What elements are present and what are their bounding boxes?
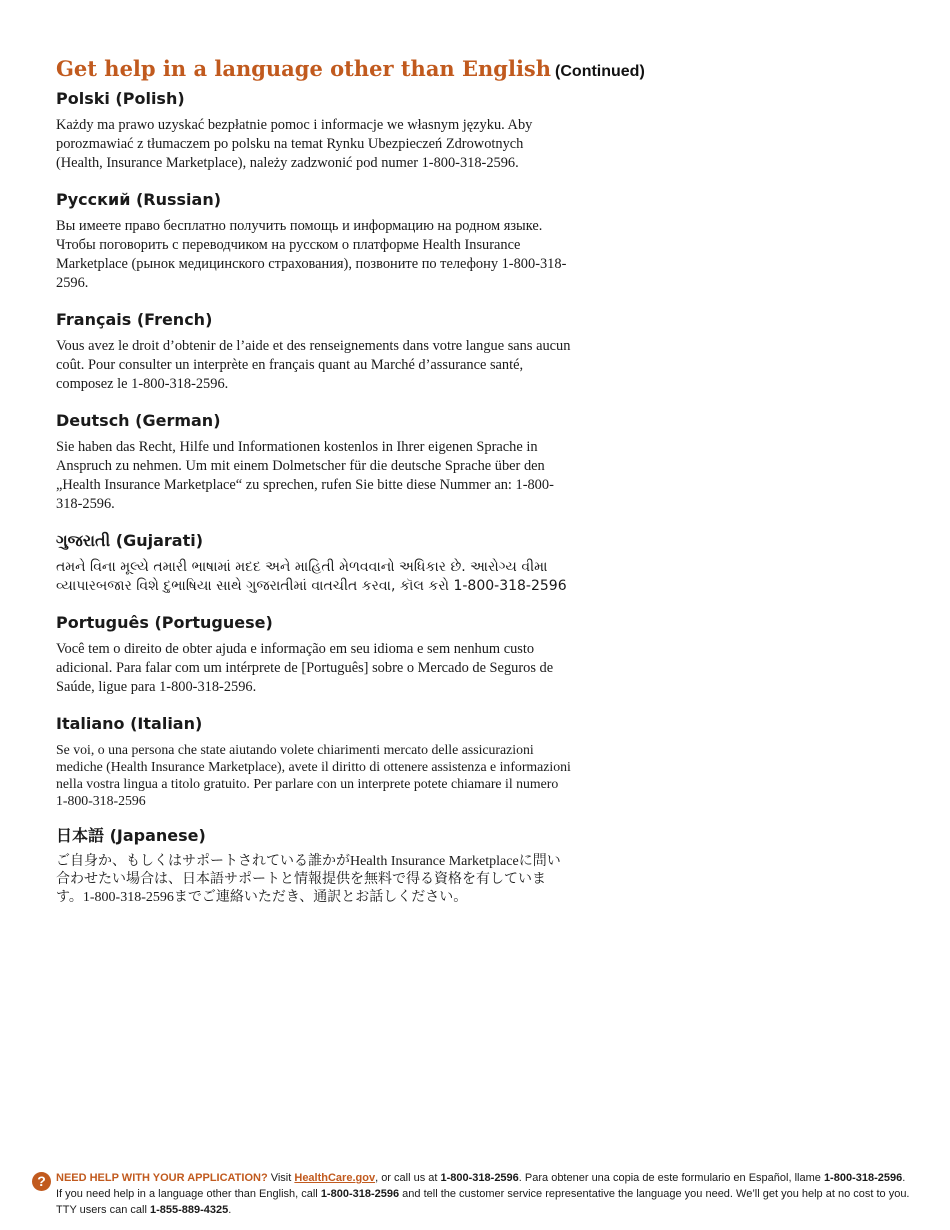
section-heading: 日本語 (Japanese) — [56, 826, 206, 845]
section-gujarati — [56, 530, 571, 596]
section-body: ご自身か、もしくはサポートされている誰かがHealth Insurance Marketplaceに問い合わせたい場合は、日本語サポートと情報提供を無料で得る資格を有しています。1-800-318-2596までご連絡いただき、通訳とお話しください。 — [56, 854, 561, 905]
section-body: તમને વિના મૂલ્યે તમારી ભાષામાં મદદ અને માહિતી મેળવવાનો અધિકાર છે. આરોગ્ય વીમા વ્યાપારબજાર વિશે દુભાષિયા સાથે ગુજરાતીમાં વાતચીત કરવા, કૉલ કરો 1-800-318-2596 — [56, 559, 567, 594]
page-header — [56, 56, 645, 81]
help-question-icon: ? — [32, 1172, 51, 1191]
section-heading: Italiano (Italian) — [56, 714, 203, 733]
page-title: Get help in a language other than English — [56, 56, 552, 81]
section-heading: Português (Portuguese) — [56, 613, 273, 632]
healthcare-gov-link[interactable]: HealthCare.gov — [294, 1172, 376, 1184]
section-german — [56, 410, 571, 514]
footer-phone: 1-800-318-2596 — [823, 1172, 903, 1184]
section-japanese — [56, 825, 571, 907]
section-russian — [56, 189, 571, 293]
footer-text-part: . — [228, 1204, 232, 1216]
section-body: Każdy ma prawo uzyskać bezpłatnie pomoc i informacje we własnym języku. Aby porozmawiać z tłumaczem po polsku na temat Rynku Ubezpieczeń Zdrowotnych (Health, Insurance Marketplace), należy zadzwonić pod numer 1-800-318-2596. — [56, 117, 533, 171]
section-italian — [56, 713, 571, 809]
section-body: Vous avez le droit d’obtenir de l’aide et des renseignements dans votre langue sans aucun coût. Pour consulter un interprète en français quant au Marché d’assurance santé, composez le 1-800-318-2596. — [56, 338, 571, 392]
section-heading: Français (French) — [56, 310, 213, 329]
footer-text-part: and tell the customer service representative the language you need. We’ll get you help at no cost to you. TTY users can call — [56, 1188, 910, 1216]
footer-text-part: Visit — [267, 1172, 295, 1184]
section-body: Se voi, o una persona che state aiutando volete chiarimenti mercato delle assicurazioni mediche (Health Insurance Marketplace), avete il diritto di ottenere assistenza e informazioni nella vostra lingua a titolo gratuito. Per parlare con un interprete potete chiamare il numero 1-800-318-2596 — [56, 742, 571, 808]
page-title-suffix: (Continued) — [555, 63, 645, 80]
section-heading: Polski (Polish) — [56, 89, 185, 108]
footer-tty-phone: 1-855-889-4325 — [149, 1204, 229, 1216]
section-body: Você tem o direito de obter ajuda e informação em seu idioma e sem nenhum custo adicional. Para falar com um intérprete de [Português] sobre o Mercado de Seguros de Saúde, ligue para 1-800-318-2596. — [56, 641, 554, 695]
section-portuguese — [56, 612, 571, 697]
footer-text-part: , or call us at — [375, 1172, 441, 1184]
footer-text — [56, 1170, 912, 1218]
language-sections — [56, 88, 571, 923]
footer-lead: NEED HELP WITH YOUR APPLICATION? — [56, 1172, 268, 1184]
help-footer — [32, 1170, 912, 1218]
footer-phone: 1-800-318-2596 — [440, 1172, 519, 1184]
section-heading: ગુજરાતી (Gujarati) — [56, 531, 204, 550]
section-polish — [56, 88, 571, 173]
section-french — [56, 309, 571, 394]
footer-text-part: . Para obtener una copia de este formulario en Español, llame — [518, 1172, 824, 1184]
section-body: Вы имеете право бесплатно получить помощь и информацию на родном языке. Чтобы поговорить с переводчиком на русском о платформе Health Insurance Marketplace (рынок медицинского страхования), позвоните по телефону 1-800-318-2596. — [56, 218, 567, 291]
footer-text-part: . If you need help in a language other than English, call — [56, 1172, 906, 1200]
section-heading: Deutsch (German) — [56, 411, 221, 430]
footer-phone: 1-800-318-2596 — [320, 1188, 400, 1200]
section-body: Sie haben das Recht, Hilfe und Informationen kostenlos in Ihrer eigenen Sprache in Anspruch zu nehmen. Um mit einem Dolmetscher für die deutsche Sprache über den „Health Insurance Marketplace“ zu sprechen, rufen Sie bitte diese Nummer an: 1-800-318-2596. — [56, 439, 554, 512]
section-heading: Русский (Russian) — [56, 190, 222, 209]
